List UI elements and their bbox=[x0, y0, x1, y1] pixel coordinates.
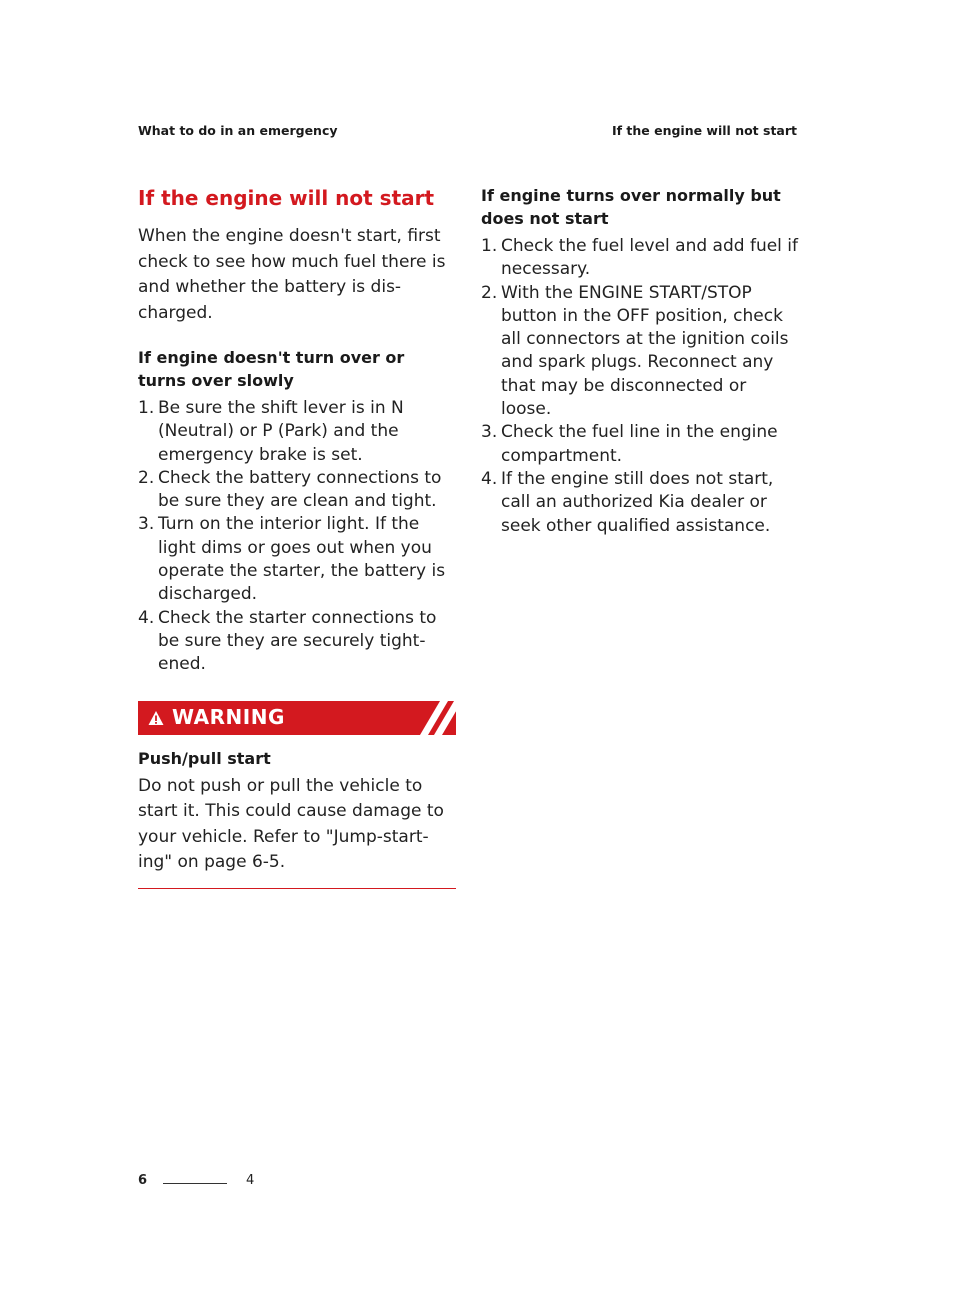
list-text: Check the fuel line in the engine compartment. bbox=[501, 422, 778, 466]
left-column bbox=[138, 184, 456, 889]
list-item bbox=[481, 235, 801, 282]
right-column bbox=[481, 184, 801, 538]
subhead-no-turn-over: If engine doesn't turn over or turns over slowly bbox=[138, 348, 405, 390]
list-number: 2. bbox=[138, 467, 155, 488]
checklist-turns-over bbox=[481, 235, 801, 538]
list-item bbox=[138, 397, 456, 467]
list-item bbox=[481, 468, 801, 538]
warning-label: WARNING bbox=[172, 704, 285, 729]
list-item bbox=[138, 467, 456, 514]
warning-banner bbox=[138, 701, 456, 735]
list-number: 4. bbox=[138, 607, 155, 628]
intro-paragraph: When the engine doesn't start, first check to see how much fuel there is and whether the battery is dis-charged. bbox=[138, 226, 446, 323]
running-header-chapter: What to do in an emergency bbox=[138, 123, 338, 138]
running-header-section: If the engine will not start bbox=[611, 123, 797, 138]
warning-slash-decoration bbox=[398, 701, 456, 735]
list-text: Be sure the shift lever is in N (Neutral) or P (Park) and the emergency brake is set. bbox=[158, 398, 404, 465]
subhead-turns-over: If engine turns over normally but does not start bbox=[481, 186, 781, 228]
checklist-no-turn-over bbox=[138, 397, 456, 677]
list-item bbox=[138, 607, 456, 677]
list-item bbox=[481, 421, 801, 468]
list-number: 3. bbox=[138, 514, 155, 535]
list-number: 1. bbox=[481, 236, 498, 256]
page-number: 4 bbox=[246, 1173, 255, 1188]
list-number: 2. bbox=[481, 282, 498, 303]
list-text: Check the fuel level and add fuel if necessary. bbox=[501, 236, 799, 280]
page-footer bbox=[138, 1173, 338, 1193]
list-item bbox=[481, 282, 801, 422]
warning-triangle-icon bbox=[148, 710, 164, 726]
list-item bbox=[138, 513, 456, 606]
list-text: If the engine still does not start, call an authorized Kia dealer or seek other qualified assistance. bbox=[501, 468, 774, 536]
warning-end-rule bbox=[138, 888, 456, 889]
list-number: 3. bbox=[481, 422, 498, 443]
list-text: Turn on the interior light. If the light dims or goes out when you operate the starter, the battery is discharged. bbox=[158, 514, 446, 605]
warning-subhead: Push/pull start bbox=[138, 748, 271, 768]
section-title: If the engine will not start bbox=[138, 186, 435, 210]
chapter-number: 6 bbox=[138, 1173, 148, 1188]
list-text: Check the starter connections to be sure they are securely tight-ened. bbox=[158, 607, 437, 675]
list-text: Check the battery connections to be sure they are clean and tight. bbox=[158, 467, 442, 512]
footer-divider bbox=[163, 1183, 227, 1184]
list-text: With the ENGINE START/STOP button in the OFF position, check all connectors at the ignition coils and spark plugs. Reconnect any that may be disconnected or loose. bbox=[501, 282, 789, 420]
warning-text: Do not push or pull the vehicle to start it. This could cause damage to your vehicle. Refer to "Jump-start-ing" on page 6-5. bbox=[138, 775, 444, 873]
list-number: 4. bbox=[481, 468, 498, 489]
list-number: 1. bbox=[138, 398, 155, 418]
